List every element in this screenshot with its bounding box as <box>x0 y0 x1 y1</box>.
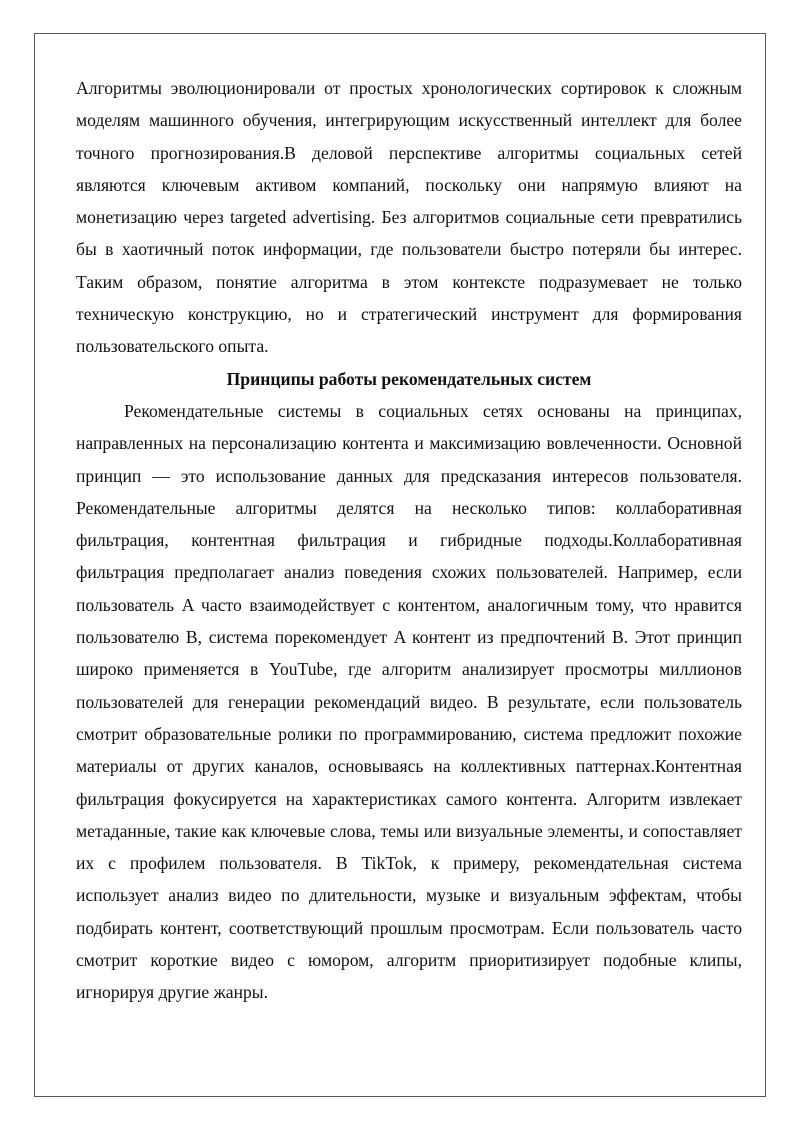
section-heading: Принципы работы рекомендательных систем <box>226 368 592 389</box>
document-body <box>76 72 742 1009</box>
body-paragraph: Алгоритмы эволюционировали от простых хронологических сортировок к сложным моделям машинного обучения, интегрирующим искусственный интеллект для более точного прогнозирования.В деловой перспективе алгоритмы социальных сетей являются ключевым активом компаний, поскольку они напрямую влияют на монетизацию через targeted advertising. Без алгоритмов социальные сети превратились бы в хаотичный поток информации, где пользователи быстро потеряли бы интерес. Таким образом, понятие алгоритма в этом контексте подразумевает не только техническую конструкцию, но и стратегический инструмент для формирования пользовательского опыта. <box>76 78 742 357</box>
body-paragraph: Рекомендательные системы в социальных сетях основаны на принципах, направленных на персонализацию контента и максимизацию вовлеченности. Основной принцип — это использование данных для предсказания интересов пользователя. Рекомендательные алгоритмы делятся на несколько типов: коллаборативная фильтрация, контентная фильтрация и гибридные подходы.Коллаборативная фильтрация предполагает анализ поведения схожих пользователей. Например, если пользователь A часто взаимодействует с контентом, аналогичным тому, что нравится пользователю B, система порекомендует A контент из предпочтений B. Этот принцип широко применяется в YouTube, где алгоритм анализирует просмотры миллионов пользователей для генерации рекомендаций видео. В результате, если пользователь смотрит образовательные ролики по программированию, система предложит похожие материалы от других каналов, основываясь на коллективных паттернах.Контентная фильтрация фокусируется на характеристиках самого контента. Алгоритм извлекает метаданные, такие как ключевые слова, темы или визуальные элементы, и сопоставляет их с профилем пользователя. В TikTok, к примеру, рекомендательная система использует анализ видео по длительности, музыке и визуальным эффектам, чтобы подбирать контент, соответствующий прошлым просмотрам. Если пользователь часто смотрит короткие видео с юмором, алгоритм приоритизирует подобные клипы, игнорируя другие жанры. <box>76 400 742 1003</box>
